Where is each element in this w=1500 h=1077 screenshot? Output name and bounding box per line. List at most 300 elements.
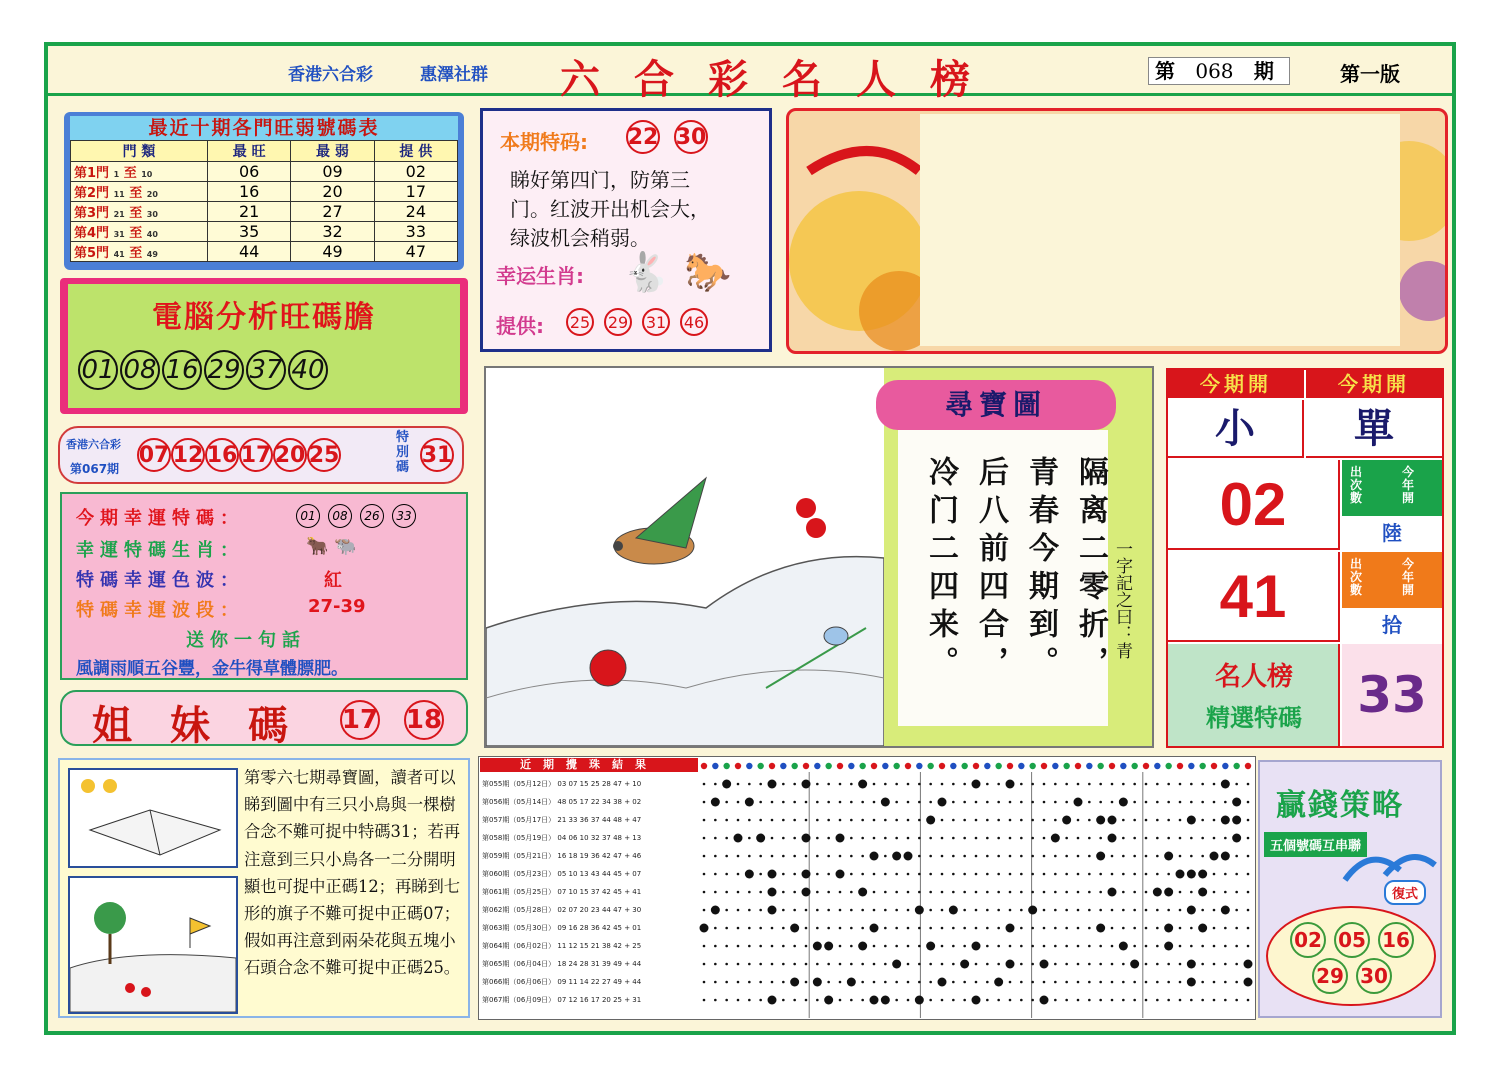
column-color-dot bbox=[1018, 763, 1024, 769]
grid-dot bbox=[1145, 927, 1148, 930]
strategy-tag: 復式 bbox=[1384, 880, 1426, 905]
grid-dot bbox=[1088, 927, 1091, 930]
drawn-number-dot bbox=[824, 942, 833, 951]
grid-dot bbox=[918, 855, 921, 858]
grid-dot bbox=[1213, 927, 1216, 930]
lucky-ball: 26 bbox=[360, 504, 384, 528]
special-number-dot bbox=[1040, 996, 1049, 1005]
drawn-number-dot bbox=[1006, 780, 1015, 789]
drawn-number-dot bbox=[1051, 834, 1060, 843]
grid-dot bbox=[1247, 873, 1250, 876]
grid-dot bbox=[907, 963, 910, 966]
grid-dot bbox=[703, 999, 706, 1002]
grid-dot bbox=[703, 819, 706, 822]
grid-dot bbox=[714, 891, 717, 894]
grid-dot bbox=[805, 819, 808, 822]
column-color-dot bbox=[803, 763, 809, 769]
grid-dot bbox=[1020, 999, 1023, 1002]
grid-dot bbox=[997, 945, 1000, 948]
draw-period: 第063期（05月30日） bbox=[482, 924, 556, 932]
grid-dot bbox=[975, 873, 978, 876]
grid-dot bbox=[1167, 873, 1170, 876]
grid-dot bbox=[782, 855, 785, 858]
grid-dot bbox=[725, 981, 728, 984]
grid-dot bbox=[907, 909, 910, 912]
column-color-dot bbox=[1188, 763, 1194, 769]
grid-dot bbox=[839, 855, 842, 858]
grid-dot bbox=[1235, 981, 1238, 984]
grid-dot bbox=[816, 927, 819, 930]
cold-cell: 20 bbox=[291, 182, 374, 202]
drawn-number-dot bbox=[1108, 816, 1117, 825]
grid-dot bbox=[1031, 783, 1034, 786]
number-ball: 08 bbox=[120, 350, 160, 390]
cold-cell: 27 bbox=[291, 202, 374, 222]
drawn-number-dot bbox=[1164, 924, 1173, 933]
famous-subtitle: 精選特碼 bbox=[1206, 704, 1302, 732]
hot-cell: 35 bbox=[208, 222, 291, 242]
grid-dot bbox=[975, 909, 978, 912]
grid-dot bbox=[827, 783, 830, 786]
cold-cell: 32 bbox=[291, 222, 374, 242]
grid-dot bbox=[1111, 909, 1114, 912]
grid-dot bbox=[793, 963, 796, 966]
column-color-dot bbox=[1063, 763, 1069, 769]
grid-dot bbox=[839, 783, 842, 786]
drawn-number-dot bbox=[881, 798, 890, 807]
grid-dot bbox=[850, 999, 853, 1002]
grid-dot bbox=[793, 999, 796, 1002]
issue-number: 068 bbox=[1195, 59, 1234, 83]
grid-dot bbox=[1190, 855, 1193, 858]
grid-dot bbox=[1020, 963, 1023, 966]
grid-dot bbox=[1020, 783, 1023, 786]
poem-column: 青春今期到。 bbox=[1023, 456, 1058, 684]
drawn-number-dot bbox=[870, 852, 879, 861]
grid-dot bbox=[839, 909, 842, 912]
column-color-dot bbox=[757, 763, 763, 769]
special-number-dot bbox=[768, 870, 777, 879]
grid-dot bbox=[1213, 819, 1216, 822]
last-result-numbers bbox=[137, 438, 341, 472]
grid-dot bbox=[839, 981, 842, 984]
draw-row bbox=[482, 902, 641, 919]
grid-dot bbox=[1156, 981, 1159, 984]
grid-dot bbox=[714, 963, 717, 966]
last-result-label: 香港六合彩 bbox=[66, 438, 121, 451]
number-ball: 40 bbox=[288, 350, 328, 390]
grid-dot bbox=[1077, 927, 1080, 930]
grid-dot bbox=[759, 981, 762, 984]
grid-dot bbox=[1179, 945, 1182, 948]
give-ball: 29 bbox=[604, 308, 632, 336]
grid-dot bbox=[861, 873, 864, 876]
grid-dot bbox=[1213, 981, 1216, 984]
grid-dot bbox=[963, 801, 966, 804]
grid-dot bbox=[782, 963, 785, 966]
lucky-special-numbers bbox=[296, 504, 424, 528]
column-color-dot bbox=[995, 763, 1001, 769]
column-color-dot bbox=[1086, 763, 1092, 769]
grid-dot bbox=[850, 783, 853, 786]
grid-dot bbox=[861, 855, 864, 858]
grid-dot bbox=[1247, 909, 1250, 912]
draw-numbers: 18 24 28 31 39 49 + 44 bbox=[557, 960, 642, 968]
drawn-number-dot bbox=[915, 996, 924, 1005]
grid-dot bbox=[986, 999, 989, 1002]
drawn-number-dot bbox=[745, 798, 754, 807]
grid-dot bbox=[997, 963, 1000, 966]
grid-dot bbox=[1145, 963, 1148, 966]
grid-dot bbox=[895, 801, 898, 804]
grid-dot bbox=[827, 909, 830, 912]
column-color-dot bbox=[916, 763, 922, 769]
grid-dot bbox=[861, 927, 864, 930]
grid-dot bbox=[941, 963, 944, 966]
drawn-number-dot bbox=[1108, 834, 1117, 843]
lucky-range-label: 特碼幸運波段： bbox=[76, 600, 244, 621]
grid-dot bbox=[929, 801, 932, 804]
grid-dot bbox=[1247, 945, 1250, 948]
grid-dot bbox=[1224, 927, 1227, 930]
grid-dot bbox=[793, 801, 796, 804]
grid-dot bbox=[759, 963, 762, 966]
grid-dot bbox=[929, 855, 932, 858]
gate-label: 第1門 bbox=[74, 166, 110, 181]
drawn-number-dot bbox=[1221, 780, 1230, 789]
grid-dot bbox=[793, 855, 796, 858]
grid-dot bbox=[941, 927, 944, 930]
grid-dot bbox=[771, 927, 774, 930]
grid-dot bbox=[1235, 963, 1238, 966]
grid-dot bbox=[1201, 855, 1204, 858]
grid-dot bbox=[1054, 927, 1057, 930]
grid-dot bbox=[1133, 783, 1136, 786]
range-to: 49 bbox=[146, 250, 158, 259]
grid-dot bbox=[1122, 891, 1125, 894]
grid-dot bbox=[1009, 819, 1012, 822]
column-color-dot bbox=[712, 763, 718, 769]
draw-period: 第055期（05月12日） bbox=[482, 780, 556, 788]
year-label: 今年開 bbox=[1402, 465, 1415, 505]
grid-dot bbox=[725, 963, 728, 966]
grid-dot bbox=[1054, 981, 1057, 984]
grid-dot bbox=[907, 819, 910, 822]
grid-dot bbox=[907, 873, 910, 876]
grid-dot bbox=[929, 837, 932, 840]
grid-dot bbox=[1122, 855, 1125, 858]
grid-dot bbox=[1020, 837, 1023, 840]
drawn-number-dot bbox=[802, 870, 811, 879]
drawn-number-dot bbox=[1006, 924, 1015, 933]
grid-dot bbox=[1179, 855, 1182, 858]
grid-dot bbox=[737, 783, 740, 786]
grid-dot bbox=[1099, 999, 1102, 1002]
grid-dot bbox=[975, 819, 978, 822]
grid-dot bbox=[748, 783, 751, 786]
give-label: 提供: bbox=[496, 314, 544, 338]
drawn-number-dot bbox=[1187, 816, 1196, 825]
grid-dot bbox=[1077, 819, 1080, 822]
column-color-dot bbox=[769, 763, 775, 769]
grid-dot bbox=[1077, 963, 1080, 966]
grid-dot bbox=[703, 981, 706, 984]
grid-dot bbox=[714, 855, 717, 858]
draw-period: 第062期（05月28日） bbox=[482, 906, 556, 914]
grid-dot bbox=[759, 855, 762, 858]
grid-dot bbox=[714, 999, 717, 1002]
grid-dot bbox=[793, 909, 796, 912]
grid-dot bbox=[1247, 819, 1250, 822]
draw-row bbox=[482, 956, 641, 973]
saying-text: 風調雨順五谷豐，金牛得草體膘肥。 bbox=[76, 659, 348, 679]
drawn-number-dot bbox=[1062, 816, 1071, 825]
grid-dot bbox=[1213, 873, 1216, 876]
ox-icon: 🐂 🐃 bbox=[306, 536, 357, 557]
grid-dot bbox=[1224, 873, 1227, 876]
grid-dot bbox=[737, 891, 740, 894]
cold-cell: 49 bbox=[291, 242, 374, 262]
grid-dot bbox=[1031, 855, 1034, 858]
grid-dot bbox=[873, 891, 876, 894]
grid-dot bbox=[1235, 891, 1238, 894]
grid-dot bbox=[703, 837, 706, 840]
saying-label: 送你一句話 bbox=[186, 630, 306, 651]
draw-period: 第060期（05月23日） bbox=[482, 870, 556, 878]
grid-dot bbox=[929, 873, 932, 876]
grid-dot bbox=[895, 999, 898, 1002]
grid-dot bbox=[1065, 909, 1068, 912]
grid-dot bbox=[952, 873, 955, 876]
drawn-number-dot bbox=[756, 834, 765, 843]
special-number-dot bbox=[700, 924, 709, 933]
grid-dot bbox=[963, 927, 966, 930]
grid-dot bbox=[1156, 945, 1159, 948]
grid-dot bbox=[827, 855, 830, 858]
grid-dot bbox=[975, 981, 978, 984]
grid-dot bbox=[1179, 837, 1182, 840]
grid-dot bbox=[1156, 999, 1159, 1002]
grid-dot bbox=[884, 927, 887, 930]
grid-dot bbox=[1224, 801, 1227, 804]
lucky-range-value: 27-39 bbox=[308, 596, 366, 617]
grid-dot bbox=[1235, 927, 1238, 930]
column-color-dot bbox=[1222, 763, 1228, 769]
strategy-ball: 29 bbox=[1312, 958, 1348, 994]
drawn-number-dot bbox=[734, 834, 743, 843]
grid-dot bbox=[1167, 783, 1170, 786]
grid-dot bbox=[907, 801, 910, 804]
grid-dot bbox=[1111, 981, 1114, 984]
grid-dot bbox=[873, 945, 876, 948]
grid-dot bbox=[986, 891, 989, 894]
grid-dot bbox=[816, 837, 819, 840]
drawn-number-dot bbox=[960, 960, 969, 969]
strategy-ball: 02 bbox=[1290, 922, 1326, 958]
drawn-number-dot bbox=[870, 996, 879, 1005]
grid-dot bbox=[1122, 819, 1125, 822]
grid-dot bbox=[748, 837, 751, 840]
special-number-dot bbox=[836, 834, 845, 843]
grid-dot bbox=[725, 891, 728, 894]
drawn-number-dot bbox=[1040, 960, 1049, 969]
grid-dot bbox=[1065, 945, 1068, 948]
grid-dot bbox=[1088, 819, 1091, 822]
grid-dot bbox=[907, 981, 910, 984]
lucky-color-value: 紅 bbox=[324, 570, 342, 591]
grid-dot bbox=[827, 963, 830, 966]
grid-dot bbox=[759, 945, 762, 948]
result-ball: 20 bbox=[273, 438, 307, 472]
special-pick-label: 本期特码: bbox=[500, 130, 588, 154]
result-ball: 25 bbox=[307, 438, 341, 472]
grid-dot bbox=[1167, 837, 1170, 840]
grid-dot bbox=[929, 909, 932, 912]
grid-dot bbox=[1020, 981, 1023, 984]
grid-dot bbox=[839, 999, 842, 1002]
grid-dot bbox=[1179, 963, 1182, 966]
grid-dot bbox=[1031, 927, 1034, 930]
grid-dot bbox=[816, 873, 819, 876]
grid-dot bbox=[725, 945, 728, 948]
times-box-1 bbox=[1342, 460, 1442, 516]
drawn-number-dot bbox=[972, 780, 981, 789]
range-from: 1 bbox=[113, 170, 120, 179]
drawn-number-dot bbox=[858, 888, 867, 897]
grid-dot bbox=[1054, 945, 1057, 948]
grid-dot bbox=[1133, 999, 1136, 1002]
draw-row bbox=[482, 866, 641, 883]
grid-dot bbox=[793, 819, 796, 822]
grid-dot bbox=[839, 945, 842, 948]
grid-dot bbox=[895, 981, 898, 984]
column-color-dot bbox=[950, 763, 956, 769]
column-color-dot bbox=[984, 763, 990, 769]
grid-dot bbox=[771, 945, 774, 948]
issue-suffix: 期 bbox=[1253, 59, 1274, 83]
number-ball: 29 bbox=[204, 350, 244, 390]
grid-dot bbox=[703, 945, 706, 948]
result-number-1: 02 bbox=[1168, 460, 1340, 550]
drawn-number-dot bbox=[1119, 798, 1128, 807]
grid-dot bbox=[1020, 801, 1023, 804]
grid-dot bbox=[1179, 891, 1182, 894]
grid-dot bbox=[1043, 891, 1046, 894]
draw-period: 第057期（05月17日） bbox=[482, 816, 556, 824]
draw-row bbox=[482, 776, 641, 793]
column-color-dot bbox=[1097, 763, 1103, 769]
grid-dot bbox=[963, 981, 966, 984]
grid-dot bbox=[1043, 801, 1046, 804]
grid-dot bbox=[805, 801, 808, 804]
grid-dot bbox=[1133, 981, 1136, 984]
gate-cell bbox=[71, 182, 208, 202]
grid-dot bbox=[1111, 927, 1114, 930]
grid-dot bbox=[1099, 963, 1102, 966]
drawn-number-dot bbox=[1096, 924, 1105, 933]
hot-cell: 44 bbox=[208, 242, 291, 262]
grid-dot bbox=[1224, 963, 1227, 966]
column-color-dot bbox=[882, 763, 888, 769]
drawn-number-dot bbox=[711, 906, 720, 915]
grid-dot bbox=[1009, 801, 1012, 804]
grid-dot bbox=[771, 801, 774, 804]
grid-dot bbox=[952, 981, 955, 984]
grid-dot bbox=[895, 783, 898, 786]
grid-dot bbox=[1156, 855, 1159, 858]
drawn-number-dot bbox=[870, 924, 879, 933]
column-color-dot bbox=[1177, 763, 1183, 769]
column-color-dot bbox=[1052, 763, 1058, 769]
grid-dot bbox=[952, 855, 955, 858]
grid-dot bbox=[1156, 873, 1159, 876]
drawn-number-dot bbox=[1232, 834, 1241, 843]
lucky-ball: 33 bbox=[392, 504, 416, 528]
grid-dot bbox=[884, 855, 887, 858]
grid-dot bbox=[1043, 909, 1046, 912]
grid-dot bbox=[759, 909, 762, 912]
grid-dot bbox=[1179, 999, 1182, 1002]
special-number-dot bbox=[972, 942, 981, 951]
grid-dot bbox=[782, 927, 785, 930]
grid-dot bbox=[1213, 837, 1216, 840]
grid-dot bbox=[873, 819, 876, 822]
draw-period: 第058期（05月19日） bbox=[482, 834, 556, 842]
ten-period-table-title: 最近十期各門旺弱號碼表 bbox=[70, 116, 458, 140]
hot-cell: 21 bbox=[208, 202, 291, 222]
page-title: 六合彩名人榜 bbox=[560, 56, 1004, 103]
draw-numbers: 07 12 16 17 20 25 + 31 bbox=[557, 996, 642, 1004]
grid-dot bbox=[737, 927, 740, 930]
result-ball: 07 bbox=[137, 438, 171, 472]
gate-label: 第5門 bbox=[74, 246, 110, 261]
grid-dot bbox=[952, 927, 955, 930]
grid-dot bbox=[929, 981, 932, 984]
grid-dot bbox=[952, 801, 955, 804]
strategy-ball: 05 bbox=[1334, 922, 1370, 958]
grid-dot bbox=[748, 819, 751, 822]
grid-dot bbox=[986, 837, 989, 840]
give-ball: 31 bbox=[642, 308, 670, 336]
drawn-number-dot bbox=[1198, 924, 1207, 933]
drawn-number-dot bbox=[1187, 870, 1196, 879]
grid-dot bbox=[952, 945, 955, 948]
grid-dot bbox=[1133, 945, 1136, 948]
drawn-number-dot bbox=[1232, 816, 1241, 825]
grid-dot bbox=[1213, 801, 1216, 804]
grid-dot bbox=[986, 783, 989, 786]
grid-dot bbox=[737, 909, 740, 912]
grid-dot bbox=[703, 873, 706, 876]
grid-dot bbox=[918, 945, 921, 948]
special-number-dot bbox=[802, 780, 811, 789]
grid-dot bbox=[986, 927, 989, 930]
grid-dot bbox=[1133, 909, 1136, 912]
range-to-word: 至 bbox=[129, 186, 143, 201]
grid-dot bbox=[771, 819, 774, 822]
draw-row bbox=[482, 992, 641, 1009]
grid-dot bbox=[1133, 927, 1136, 930]
grid-dot bbox=[1111, 873, 1114, 876]
grid-dot bbox=[1111, 783, 1114, 786]
give-cell: 02 bbox=[374, 162, 457, 182]
grid-dot bbox=[805, 963, 808, 966]
col-header: 最 弱 bbox=[291, 141, 374, 162]
grid-dot bbox=[975, 855, 978, 858]
column-color-dot bbox=[746, 763, 752, 769]
grid-dot bbox=[1145, 873, 1148, 876]
draw-row bbox=[482, 794, 641, 811]
